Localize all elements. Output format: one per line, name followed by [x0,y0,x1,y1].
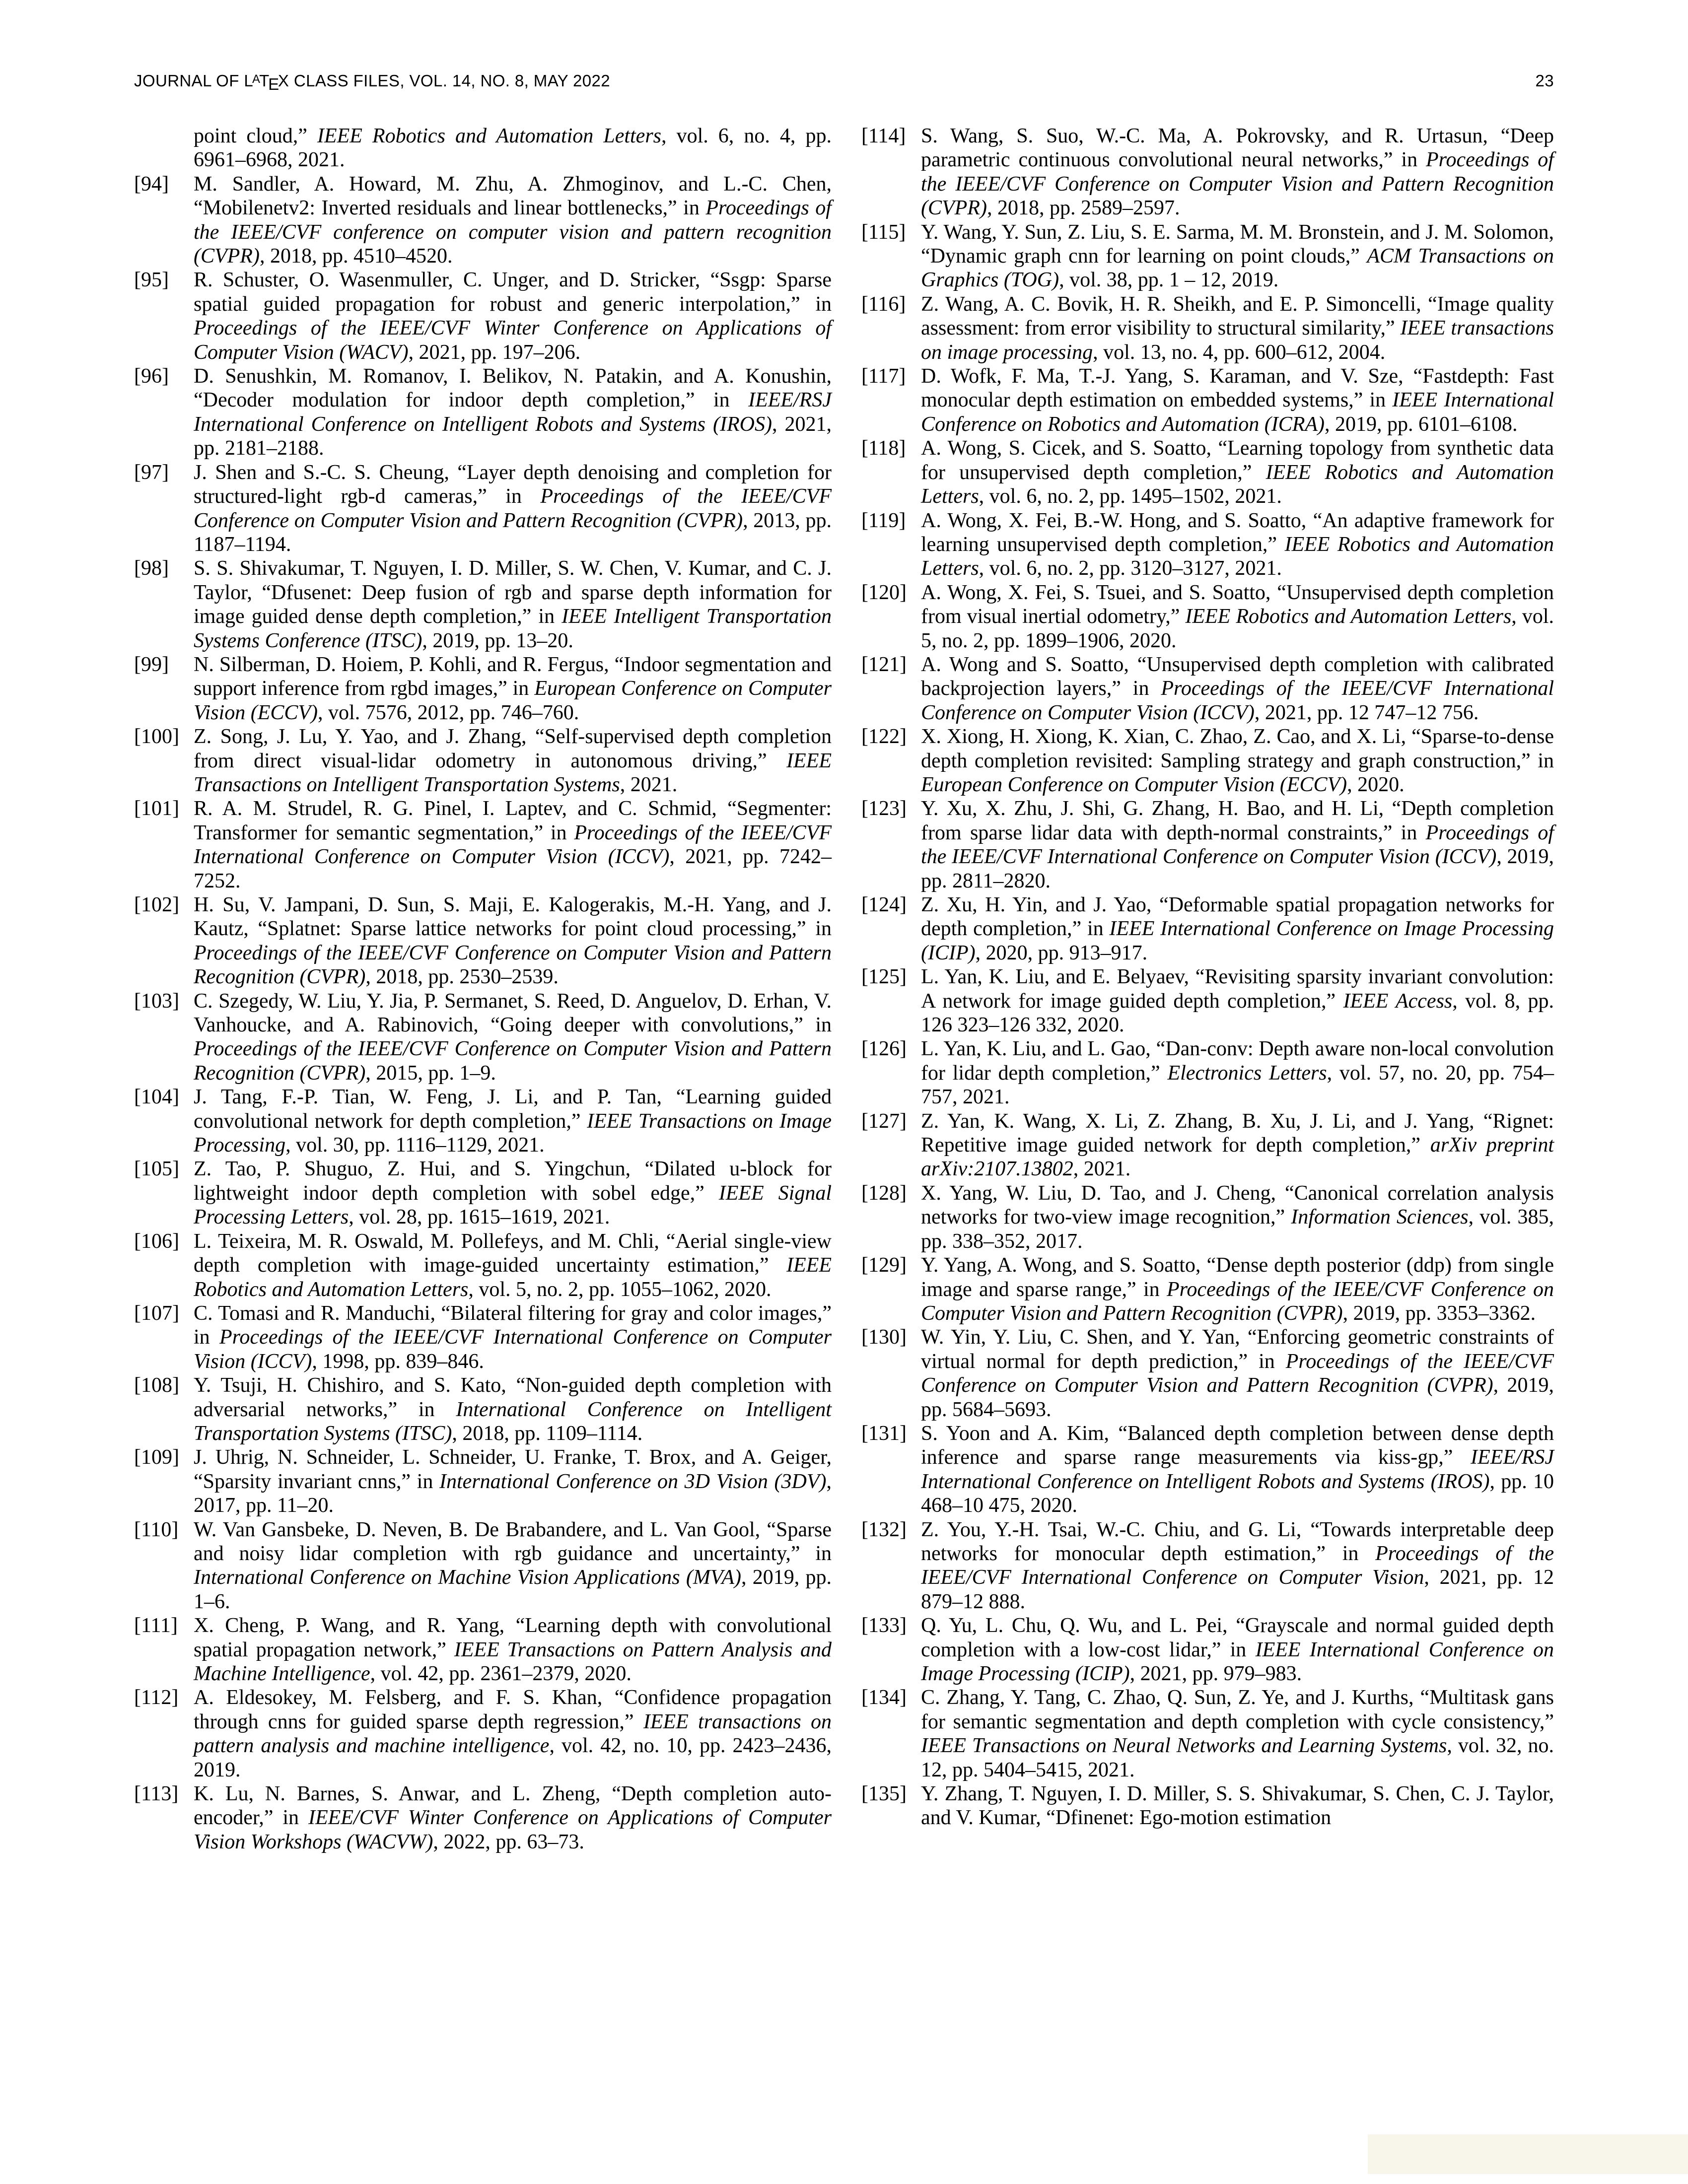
reference-number: [108] [134,1374,179,1397]
reference-text: point cloud,” IEEE Robotics and Automation Letters, vol. 6, no. 4, pp. 6961–6968, 2021. [194,125,832,172]
reference-number: [116] [861,292,906,316]
reference-text: X. Xiong, H. Xiong, K. Xian, C. Zhao, Z. Cao, and X. Li, “Sparse-to-dense depth completion revisited: Sampling strategy and graph construction,” in European Conference on Computer Vision (ECCV), 2020. [921,725,1554,796]
reference-number: [131] [861,1422,907,1445]
reference-number: [132] [861,1518,907,1541]
reference-number: [130] [861,1326,907,1349]
reference-text: L. Teixeira, M. R. Oswald, M. Pollefeys, and M. Chli, “Aerial single-view depth completion with image-guided uncertainty estimation,” IEEE Robotics and Automation Letters, vol. 5, no. 2, pp. 1055–1062, 2020. [194,1229,832,1301]
reference-text: Y. Zhang, T. Nguyen, I. D. Miller, S. S. Shivakumar, S. Chen, C. J. Taylor, and V. Kumar, “Dfinenet: Ego-motion estimation [921,1782,1554,1830]
reference-text: W. Van Gansbeke, D. Neven, B. De Brabandere, and L. Van Gool, “Sparse and noisy lidar completion with rgb guidance and uncertainty,” in International Conference on Machine Vision Applications (MVA), 2019, pp. 1–6. [194,1518,832,1613]
reference-number: [109] [134,1446,179,1469]
reference-number: [100] [134,725,179,749]
reference-number: [122] [861,725,907,749]
reference-number: [110] [134,1518,179,1541]
reference-text: W. Yin, Y. Liu, C. Shen, and Y. Yan, “Enforcing geometric constraints of virtual normal for depth prediction,” in Proceedings of the IEEE/CVF Conference on Computer Vision and Pattern Recognition (CVPR), 2019, pp. 5684–5693. [921,1326,1554,1421]
reference-item [134,1782,832,1854]
reference-text: J. Shen and S.-C. S. Cheung, “Layer depth denoising and completion for structured-light rgb-d cameras,” in Proceedings of the IEEE/CVF Conference on Computer Vision and Pattern Recognition (CVPR), 2013, pp. 1187–1194. [194,461,832,556]
reference-number: [128] [861,1181,907,1205]
reference-item [134,268,832,364]
reference-item [861,364,1554,436]
reference-text: J. Uhrig, N. Schneider, L. Schneider, U. Franke, T. Brox, and A. Geiger, “Sparsity invariant cnns,” in International Conference on 3D Vision (3DV), 2017, pp. 11–20. [194,1446,832,1517]
reference-item [134,1445,832,1517]
reference-text: N. Silberman, D. Hoiem, P. Kohli, and R. Fergus, “Indoor segmentation and support inference from rgbd images,” in European Conference on Computer Vision (ECCV), vol. 7576, 2012, pp. 746–760. [194,653,832,724]
reference-item [861,1686,1554,1782]
reference-number: [94] [134,172,169,196]
references-right-column [861,124,1554,1830]
reference-number: [124] [861,893,907,916]
reference-number: [105] [134,1158,179,1181]
page-header [134,71,1554,94]
reference-item [861,581,1554,653]
reference-text: Q. Yu, L. Chu, Q. Wu, and L. Pei, “Grayscale and normal guided depth completion with a low-cost lidar,” in IEEE International Conference on Image Processing (ICIP), 2021, pp. 979–983. [921,1614,1554,1685]
latex-logo-e: E [268,74,280,93]
reference-item [861,797,1554,893]
reference-number: [114] [861,125,906,147]
reference-text: Y. Yang, A. Wong, and S. Soatto, “Dense depth posterior (ddp) from single image and sparse range,” in Proceedings of the IEEE/CVF Conference on Computer Vision and Pattern Recognition (CVPR), 2019, pp. 3353–3362. [921,1254,1554,1325]
reference-item [134,1614,832,1686]
reference-number: [97] [134,461,169,484]
reference-text: A. Wong, X. Fei, S. Tsuei, and S. Soatto, “Unsupervised depth completion from visual inertial odometry,” IEEE Robotics and Automation Letters, vol. 5, no. 2, pp. 1899–1906, 2020. [921,581,1554,652]
references-left-column [134,124,832,1854]
reference-item [134,461,832,557]
reference-text: S. Yoon and A. Kim, “Balanced depth completion between dense depth inference and sparse range measurements via kiss-gp,” IEEE/RSJ International Conference on Intelligent Robots and Systems (IROS), pp. 10 468–10 475, 2020. [921,1422,1554,1517]
reference-item [134,893,832,989]
reference-number: [95] [134,269,169,292]
reference-number: [123] [861,797,907,820]
reference-text: Z. Tao, P. Shuguo, Z. Hui, and S. Yingchun, “Dilated u-block for lightweight indoor depth completion with sobel edge,” IEEE Signal Processing Letters, vol. 28, pp. 1615–1619, 2021. [194,1158,832,1229]
reference-number: [103] [134,989,179,1013]
reference-text: Z. Wang, A. C. Bovik, H. R. Sheikh, and E. P. Simoncelli, “Image quality assessment: from error visibility to structural similarity,” IEEE transactions on image processing, vol. 13, no. 4, pp. 600–612, 2004. [921,292,1554,364]
reference-item [861,725,1554,797]
reference-item [861,509,1554,581]
reference-text: Y. Tsuji, H. Chishiro, and S. Kato, “Non-guided depth completion with adversarial networks,” in International Conference on Intelligent Transportation Systems (ITSC), 2018, pp. 1109–1114. [194,1374,832,1445]
reference-text: K. Lu, N. Barnes, S. Anwar, and L. Zheng, “Depth completion auto-encoder,” in IEEE/CVF Winter Conference on Applications of Computer Vision Workshops (WACVW), 2022, pp. 63–73. [194,1782,832,1853]
reference-item [134,989,832,1086]
reference-number: [133] [861,1614,907,1638]
reference-text: R. A. M. Strudel, R. G. Pinel, I. Laptev, and C. Schmid, “Segmenter: Transformer for semantic segmentation,” in Proceedings of the IEEE/CVF International Conference on Computer Vision (ICCV), 2021, pp. 7242–7252. [194,797,832,892]
reference-item [134,1518,832,1614]
reference-text: S. S. Shivakumar, T. Nguyen, I. D. Miller, S. W. Chen, V. Kumar, and C. J. Taylor, “Dfusenet: Deep fusion of rgb and sparse depth information for image guided dense depth completion,” in IEEE Intelligent Transportation Systems Conference (ITSC), 2019, pp. 13–20. [194,557,832,652]
reference-number: [118] [861,437,906,460]
reference-text: Z. Song, J. Lu, Y. Yao, and J. Zhang, “Self-supervised depth completion from direct visual-lidar odometry in autonomous driving,” IEEE Transactions on Intelligent Transportation Systems, 2021. [194,725,832,796]
reference-item [134,364,832,461]
reference-text: C. Szegedy, W. Liu, Y. Jia, P. Sermanet, S. Reed, D. Anguelov, D. Erhan, V. Vanhoucke, and A. Rabinovich, “Going deeper with convolutions,” in Proceedings of the IEEE/CVF Conference on Computer Vision and Pattern Recognition (CVPR), 2015, pp. 1–9. [194,989,832,1085]
reference-item [861,1518,1554,1614]
reference-number: [115] [861,220,906,244]
watermark-block [1368,2134,1688,2174]
reference-text: Z. You, Y.-H. Tsai, W.-C. Chiu, and G. Li, “Towards interpretable deep networks for monocular depth estimation,” in Proceedings of the IEEE/CVF International Conference on Computer Vision, 2021, pp. 12 879–12 888. [921,1518,1554,1613]
reference-number: [113] [134,1782,179,1806]
reference-item [134,653,832,725]
reference-item [861,1782,1554,1830]
reference-item [134,1686,832,1782]
reference-number: [104] [134,1086,179,1109]
reference-text: L. Yan, K. Liu, and L. Gao, “Dan-conv: Depth aware non-local convolution for lidar depth completion,” Electronics Letters, vol. 57, no. 20, pp. 754–757, 2021. [921,1037,1554,1109]
reference-text: C. Zhang, Y. Tang, C. Zhao, Q. Sun, Z. Ye, and J. Kurths, “Multitask gans for semantic segmentation and depth completion with cycle consistency,” IEEE Transactions on Neural Networks and Learning Systems, vol. 32, no. 12, pp. 5404–5415, 2021. [921,1686,1554,1781]
reference-number: [117] [861,365,906,388]
reference-item [861,124,1554,220]
reference-text: A. Eldesokey, M. Felsberg, and F. S. Khan, “Confidence propagation through cnns for guided sparse depth regression,” IEEE transactions on pattern analysis and machine intelligence, vol. 42, no. 10, pp. 2423–2436, 2019. [194,1686,832,1781]
reference-text: R. Schuster, O. Wasenmuller, C. Unger, and D. Stricker, “Ssgp: Sparse spatial guided propagation for robust and generic interpolation,” in Proceedings of the IEEE/CVF Winter Conference on Applications of Computer Vision (WACV), 2021, pp. 197–206. [194,269,832,364]
reference-item [134,1301,832,1373]
reference-item [134,1373,832,1445]
reference-item [134,725,832,797]
reference-number: [112] [134,1686,179,1709]
reference-number: [102] [134,893,179,916]
page-number: 23 [1535,71,1554,90]
reference-text: Z. Xu, H. Yin, and J. Yao, “Deformable spatial propagation networks for depth completion,” in IEEE International Conference on Image Processing (ICIP), 2020, pp. 913–917. [921,893,1554,964]
reference-number: [106] [134,1229,179,1253]
reference-number: [135] [861,1782,907,1806]
reference-number: [120] [861,581,907,604]
reference-text: C. Tomasi and R. Manduchi, “Bilateral filtering for gray and color images,” in Proceedings of the IEEE/CVF International Conference on Computer Vision (ICCV), 1998, pp. 839–846. [194,1301,832,1373]
reference-item [134,797,832,893]
reference-item [861,1109,1554,1181]
reference-item [861,1181,1554,1253]
reference-item [861,220,1554,292]
latex-logo-a: A [252,72,261,86]
reference-text: M. Sandler, A. Howard, M. Zhu, A. Zhmoginov, and L.-C. Chen, “Mobilenetv2: Inverted residuals and linear bottlenecks,” in Proceedings of the IEEE/CVF conference on computer vision and pattern recognition (CVPR), 2018, pp. 4510–4520. [194,172,832,268]
reference-item [134,172,832,269]
reference-text: X. Yang, W. Liu, D. Tao, and J. Cheng, “Canonical correlation analysis networks for two-view image recognition,” Information Sciences, vol. 385, pp. 338–352, 2017. [921,1181,1554,1253]
reference-item [134,1085,832,1157]
reference-item [861,1037,1554,1109]
reference-text: X. Cheng, P. Wang, and R. Yang, “Learning depth with convolutional spatial propagation network,” IEEE Transactions on Pattern Analysis and Machine Intelligence, vol. 42, pp. 2361–2379, 2020. [194,1614,832,1685]
reference-number: [99] [134,653,169,676]
reference-number: [129] [861,1254,907,1277]
reference-item [861,1325,1554,1422]
reference-number: [111] [134,1614,178,1638]
reference-item [861,1422,1554,1518]
reference-item [861,1253,1554,1325]
reference-number: [98] [134,557,169,580]
reference-text: J. Tang, F.-P. Tian, W. Feng, J. Li, and P. Tan, “Learning guided convolutional network for depth completion,” IEEE Transactions on Image Processing, vol. 30, pp. 1116–1129, 2021. [194,1086,832,1157]
reference-text: Y. Wang, Y. Sun, Z. Liu, S. E. Sarma, M. M. Bronstein, and J. M. Solomon, “Dynamic graph cnn for learning on point clouds,” ACM Transactions on Graphics (TOG), vol. 38, pp. 1 – 12, 2019. [921,220,1554,292]
reference-item [134,1157,832,1229]
reference-text: D. Senushkin, M. Romanov, I. Belikov, N. Patakin, and A. Konushin, “Decoder modulation for indoor depth completion,” in IEEE/RSJ International Conference on Intelligent Robots and Systems (IROS), 2021, pp. 2181–2188. [194,365,832,460]
reference-text: Y. Xu, X. Zhu, J. Shi, G. Zhang, H. Bao, and H. Li, “Depth completion from sparse lidar data with depth-normal constraints,” in Proceedings of the IEEE/CVF International Conference on Computer Vision (ICCV), 2019, pp. 2811–2820. [921,797,1554,892]
reference-text: A. Wong and S. Soatto, “Unsupervised depth completion with calibrated backprojection layers,” in Proceedings of the IEEE/CVF International Conference on Computer Vision (ICCV), 2021, pp. 12 747–12 756. [921,653,1554,724]
reference-number: [119] [861,509,906,532]
reference-number: [121] [861,653,907,676]
reference-number: [126] [861,1037,907,1061]
reference-text: A. Wong, X. Fei, B.-W. Hong, and S. Soatto, “An adaptive framework for learning unsupervised depth completion,” IEEE Robotics and Automation Letters, vol. 6, no. 2, pp. 3120–3127, 2021. [921,509,1554,580]
reference-item [861,653,1554,725]
reference-number: [134] [861,1686,907,1709]
reference-item [861,1614,1554,1686]
reference-text: S. Wang, S. Suo, W.-C. Ma, A. Pokrovsky, and R. Urtasun, “Deep parametric continuous convolutional neural networks,” in Proceedings of the IEEE/CVF Conference on Computer Vision and Pattern Recognition (CVPR), 2018, pp. 2589–2597. [921,125,1554,220]
reference-item [861,965,1554,1037]
reference-text: A. Wong, S. Cicek, and S. Soatto, “Learning topology from synthetic data for unsupervised depth completion,” IEEE Robotics and Automation Letters, vol. 6, no. 2, pp. 1495–1502, 2021. [921,437,1554,508]
reference-text: Z. Yan, K. Wang, X. Li, Z. Zhang, B. Xu, J. Li, and J. Yang, “Rignet: Repetitive image guided network for depth completion,” arXiv preprint arXiv:2107.13802, 2021. [921,1109,1554,1181]
reference-text: L. Yan, K. Liu, and E. Belyaev, “Revisiting sparsity invariant convolution: A network for image guided depth completion,” IEEE Access, vol. 8, pp. 126 323–126 332, 2020. [921,965,1554,1037]
reference-number: [107] [134,1301,179,1325]
reference-number: [125] [861,965,907,989]
reference-item [134,1229,832,1301]
reference-item [134,124,832,172]
reference-number: [127] [861,1109,907,1133]
reference-number: [101] [134,797,179,820]
journal-title: JOURNAL OF $L^ATEX$ CLASS FILES, VOL. 14, NO. 8, MAY 2022 [134,71,611,93]
reference-text: H. Su, V. Jampani, D. Sun, S. Maji, E. Kalogerakis, M.-H. Yang, and J. Kautz, “Splatnet: Sparse lattice networks for point cloud processing,” in Proceedings of the IEEE/CVF Conference on Computer Vision and Pattern Recognition (CVPR), 2018, pp. 2530–2539. [194,893,832,989]
reference-number: [96] [134,365,169,388]
reference-item [134,556,832,653]
reference-text: D. Wofk, F. Ma, T.-J. Yang, S. Karaman, and V. Sze, “Fastdepth: Fast monocular depth estimation on embedded systems,” in IEEE International Conference on Robotics and Automation (ICRA), 2019, pp. 6101–6108. [921,365,1554,436]
reference-item [861,436,1554,508]
reference-item [861,292,1554,364]
reference-item [861,893,1554,965]
